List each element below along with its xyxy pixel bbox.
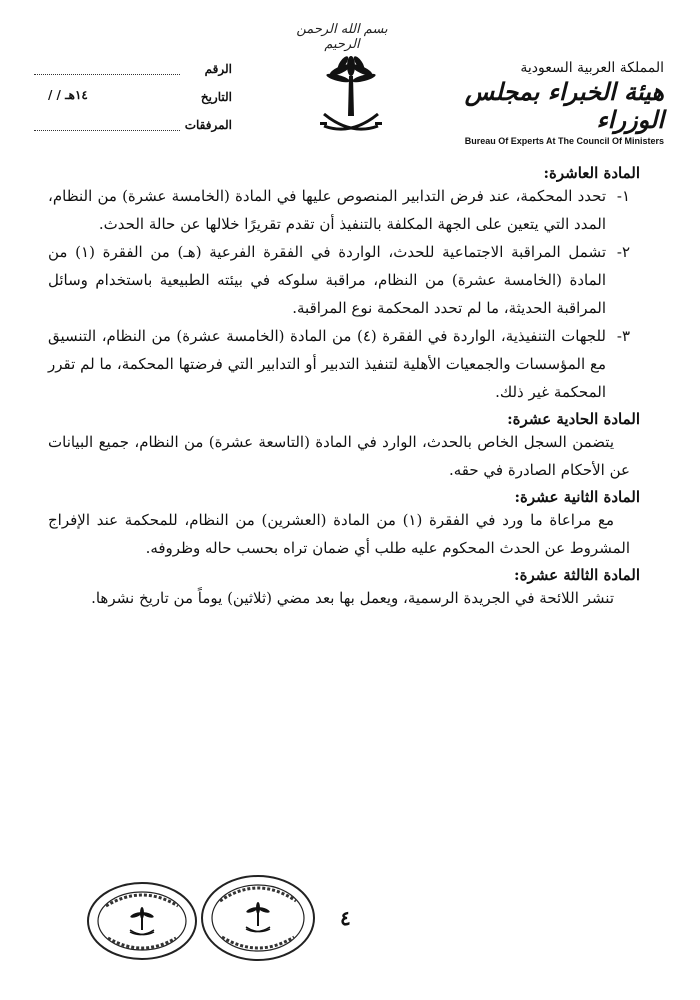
org-name: هيئة الخبراء بمجلس الوزراء <box>464 77 664 134</box>
saudi-emblem-icon <box>318 52 384 144</box>
ref-number-line <box>34 74 180 75</box>
item-number: ٢- <box>616 243 630 261</box>
ref-number-row <box>32 62 232 90</box>
ref-date-row <box>32 90 232 118</box>
ref-attachments-label: المرفقات <box>184 118 232 132</box>
item-text: للجهات التنفيذية، الواردة في الفقرة (٤) من المادة (الخامسة عشرة) من النظام، التنسيق مع المؤسسات والجمعيات الأهلية لتنفيذ التدبير أو التدابير التي فرضتها المحكمة، ما لم تقرر المحكمة غير ذلك. <box>48 327 606 401</box>
organization-letterhead <box>454 60 664 146</box>
article-10-item-2 <box>48 238 630 322</box>
basmala: بسم الله الرحمن الرحيم <box>296 22 388 52</box>
article-13-heading: المادة الثالثة عشرة: <box>514 566 640 584</box>
article-12-text: مع مراعاة ما ورد في الفقرة (١) من المادة (العشرين) من النظام، للمحكمة عند الإفراج المشروط عن الحدث المحكوم عليه طلب أي ضمان تراه بحسب حاله وظروفه. <box>48 511 630 557</box>
org-country: المملكة العربية السعودية <box>520 60 664 76</box>
official-seal-left-icon <box>86 880 198 962</box>
ref-attachments-row <box>32 118 232 146</box>
ref-date-value: / / ١٤هـ <box>48 88 88 102</box>
document-body <box>48 160 640 612</box>
page-number: ٤ <box>340 906 351 930</box>
org-english-name: Bureau Of Experts At The Council Of Ministers <box>464 136 664 146</box>
ref-number-label: الرقم <box>204 62 232 76</box>
item-number: ٣- <box>616 327 630 345</box>
article-11-heading: المادة الحادية عشرة: <box>507 410 640 428</box>
article-12-heading: المادة الثانية عشرة: <box>514 488 640 506</box>
article-11-text: يتضمن السجل الخاص بالحدث، الوارد في المادة (التاسعة عشرة) من النظام، جميع البيانات عن الأحكام الصادرة في حقه. <box>48 433 630 479</box>
ref-date-label: التاريخ <box>200 90 232 104</box>
ref-attachments-line <box>34 130 180 131</box>
item-text: تحدد المحكمة، عند فرض التدابير المنصوص عليها في المادة (الخامسة عشرة) من النظام، المدد التي يتعين على الجهة المكلفة بالتنفيذ أن تقدم تقريرًا خلالها عن حالة الحدث. <box>48 187 606 233</box>
article-10-item-3 <box>48 322 630 406</box>
official-seal-right-icon <box>200 873 316 963</box>
reference-block <box>32 62 232 146</box>
item-text: تشمل المراقبة الاجتماعية للحدث، الواردة في الفقرة الفرعية (هـ) من الفقرة (١) من المادة (الخامسة عشرة) من النظام، مراقبة سلوكه في بيئته الطبيعية باستخدام وسائل المراقبة الحديثة، ما لم تحدد المحكمة نوع المراقبة. <box>48 243 606 317</box>
article-10-item-1 <box>48 182 630 238</box>
article-13-text: تنشر اللائحة في الجريدة الرسمية، ويعمل بها بعد مضي (ثلاثين) يوماً من تاريخ نشرها. <box>91 589 614 607</box>
article-10-heading: المادة العاشرة: <box>543 164 640 182</box>
item-number: ١- <box>616 187 630 205</box>
